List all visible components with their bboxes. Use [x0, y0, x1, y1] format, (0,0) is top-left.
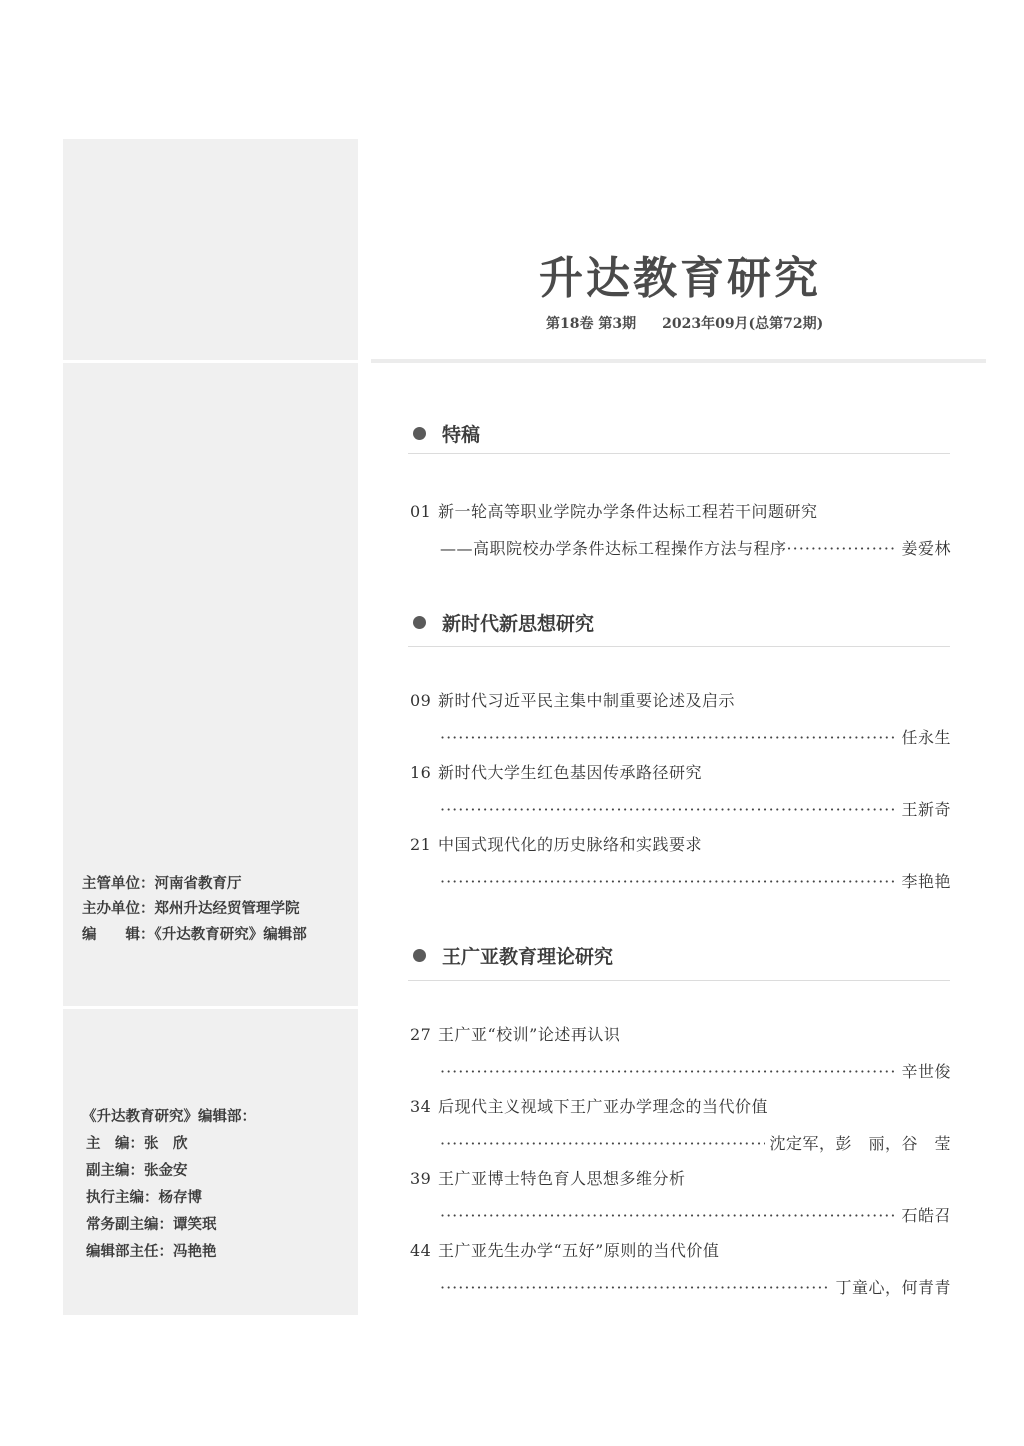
editorial-row-director: 编辑部主任：冯艳艳 — [86, 1244, 217, 1260]
toc-entry-byline — [440, 536, 951, 559]
toc-entry-title[interactable]: 39 王广亚博士特色育人思想多维分析 — [410, 1169, 686, 1188]
toc-entry-byline — [440, 1203, 951, 1226]
page-number: 39 — [410, 1169, 432, 1188]
journal-title: 升达教育研究 — [539, 253, 821, 304]
editorial-row-executive: 执行主编：杨存博 — [86, 1190, 202, 1206]
sidebar-bottom-panel — [63, 1009, 358, 1315]
leader-dots — [440, 1062, 897, 1081]
volume-issue: 第18卷 第3期 — [546, 316, 637, 332]
sidebar-top-panel — [63, 139, 358, 360]
leader-dots — [440, 1206, 897, 1225]
entry-author: 辛世俊 — [901, 1062, 951, 1081]
toc-entry-byline — [440, 1275, 951, 1298]
leader-dots — [787, 539, 898, 558]
entry-author: 沈定军，彭 丽，谷 莹 — [769, 1134, 951, 1153]
bullet-icon — [413, 616, 426, 629]
toc-entry-title[interactable]: 27 王广亚“校训”论述再认识 — [410, 1025, 621, 1044]
editorial-row-chief: 主 编：张 欣 — [86, 1136, 188, 1152]
entry-author: 王新奇 — [901, 800, 951, 819]
page-number: 16 — [410, 763, 432, 782]
editorial-board-heading: 《升达教育研究》编辑部： — [82, 1109, 256, 1125]
leader-dots — [440, 872, 897, 891]
publisher-row-sponsor: 主办单位：郑州升达经贸管理学院 — [82, 901, 300, 917]
editorial-row-deputy: 副主编：张金安 — [86, 1163, 188, 1179]
toc-entry-byline — [440, 869, 951, 892]
leader-dots — [440, 1134, 765, 1153]
sidebar — [63, 139, 358, 1315]
page-number: 44 — [410, 1241, 432, 1260]
editorial-board — [82, 1104, 256, 1266]
section-heading-wang-guangya: 王广亚教育理论研究 — [413, 942, 613, 969]
sidebar-middle-panel — [63, 363, 358, 1006]
toc-entry-byline — [440, 1059, 951, 1082]
page-number: 01 — [410, 502, 432, 521]
toc-entry-title[interactable]: 09 新时代习近平民主集中制重要论述及启示 — [410, 691, 736, 710]
page-number: 34 — [410, 1097, 432, 1116]
bullet-icon — [413, 949, 426, 962]
section-heading-special: 特稿 — [413, 420, 480, 447]
publisher-row-supervisor: 主管单位：河南省教育厅 — [82, 875, 242, 892]
section-divider — [408, 646, 950, 647]
header-divider — [371, 359, 986, 363]
issue-date: 2023年09月(总第72期) — [662, 316, 824, 332]
bullet-icon — [413, 427, 426, 440]
entry-subtitle: ——高职院校办学条件达标工程操作方法与程序 — [440, 539, 787, 558]
editorial-row-standing-deputy: 常务副主编：谭笑珉 — [86, 1217, 217, 1233]
toc-entry-byline — [440, 797, 951, 820]
page-number: 21 — [410, 835, 432, 854]
toc-entry-title[interactable]: 01 新一轮高等职业学院办学条件达标工程若干问题研究 — [410, 502, 818, 521]
entry-author: 李艳艳 — [901, 872, 951, 891]
page-number: 27 — [410, 1025, 432, 1044]
toc-entry-title[interactable]: 21 中国式现代化的历史脉络和实践要求 — [410, 835, 703, 854]
leader-dots — [440, 728, 897, 747]
toc-entry-title[interactable]: 44 王广亚先生办学“五好”原则的当代价值 — [410, 1241, 720, 1260]
publisher-info — [82, 872, 307, 949]
entry-author: 任永生 — [901, 728, 951, 747]
section-divider — [408, 453, 950, 454]
leader-dots — [440, 1278, 831, 1297]
section-heading-new-era: 新时代新思想研究 — [413, 609, 594, 636]
publisher-row-editor: 编 辑：《升达教育研究》编辑部 — [82, 926, 307, 943]
section-divider — [408, 980, 950, 981]
leader-dots — [440, 800, 897, 819]
page-number: 09 — [410, 691, 432, 710]
toc-entry-title[interactable]: 34 后现代主义视域下王广亚办学理念的当代价值 — [410, 1097, 769, 1116]
entry-author: 石皓召 — [901, 1206, 951, 1225]
toc-entry-byline — [440, 1131, 951, 1154]
entry-author: 丁童心，何青青 — [835, 1278, 951, 1297]
toc-entry-title[interactable]: 16 新时代大学生红色基因传承路径研究 — [410, 763, 703, 782]
entry-author: 姜爱林 — [901, 539, 951, 558]
issue-info — [546, 313, 823, 333]
toc-entry-byline — [440, 725, 951, 748]
